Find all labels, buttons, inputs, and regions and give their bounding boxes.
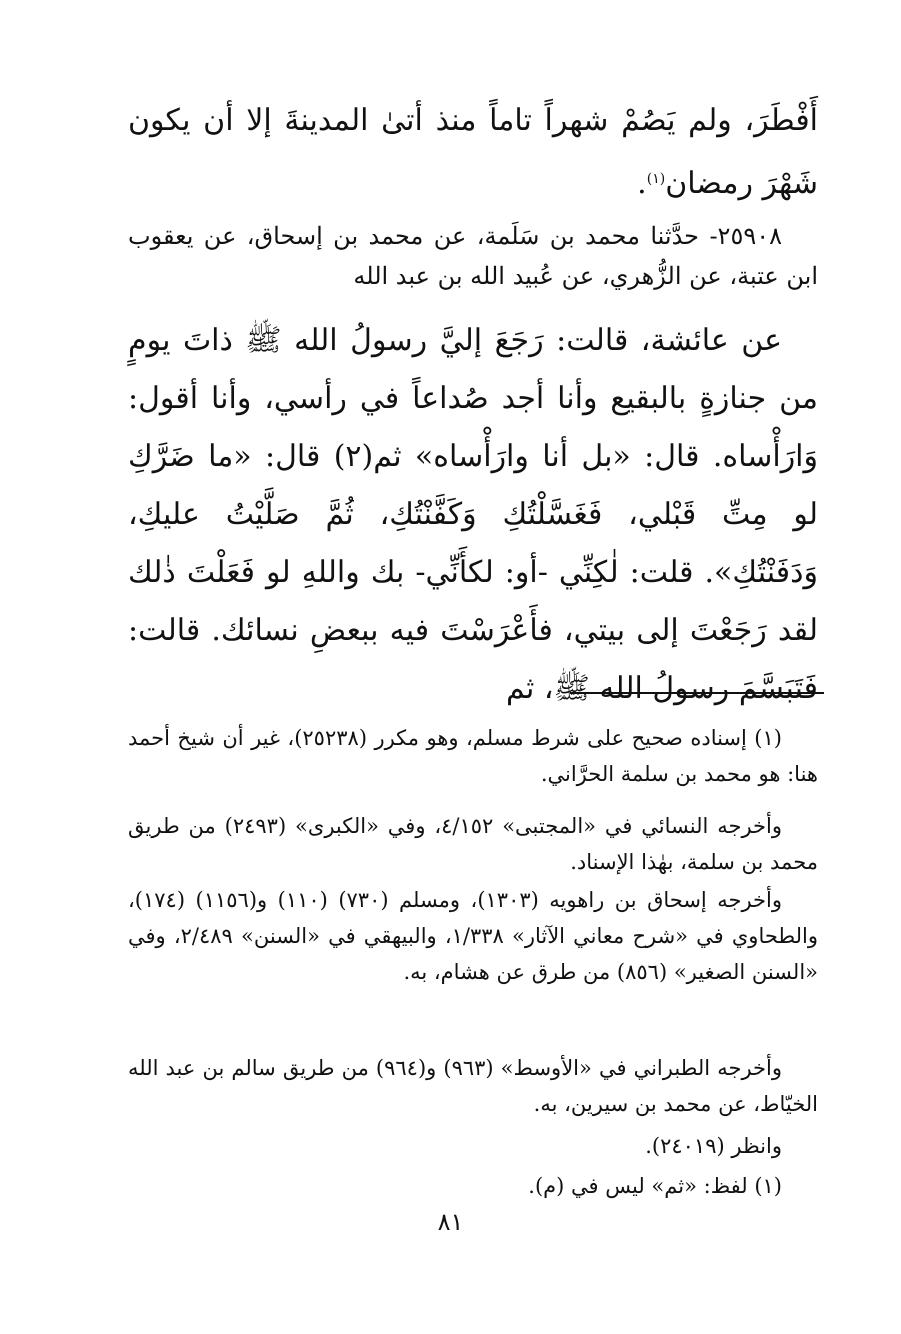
continuation-paragraph [128, 92, 818, 213]
hadith-number: ٢٥٩٠٨- [709, 222, 782, 250]
hadith-matn: عن عائشة، قالت: رَجَعَ إليَّ رسولُ الله ﷺ ذاتَ يومٍ من جنازةٍ بالبقيع وأنا أجد صُداعاً في رأسي، وأنا أقول: وَارَأْساه. قال: «بل أنا وارَأْساه» ثم(٢) قال: «ما ضَرَّكِ لو مِتِّ قَبْلي، فَغَسَّلْتُكِ وَكَفَّنْتُكِ، ثُمَّ صَلَّيْتُ عليكِ، وَدَفَنْتُكِ». قلت: لٰكِنِّي -أو: لكأَنِّي- بك واللهِ لو فَعَلْتَ ذٰلك لقد رَجَعْتَ إلى بيتي، فأَعْرَسْتَ فيه ببعضِ نسائك. قالت: فَتَبَسَّمَ رسولُ الله ﷺ، ثم [128, 323, 819, 706]
continuation-text: أَفْطَرَ، ولم يَصُمْ شهراً تاماً منذ أتىٰ المدينةَ إلا أن يكون شَهْرَ رمضان [128, 103, 818, 201]
footnote: (١) إسناده صحيح على شرط مسلم، وهو مكرر (٢٥٢٣٨)، غير أن شيخ أحمد هنا: هو محمد بن سلمة الحرَّاني. [128, 726, 818, 786]
footnote: وأخرجه النسائي في «المجتبى» ٤/١٥٢، وفي «الكبرى» (٢٤٩٣) من طريق محمد بن سلمة، بهٰذا الإسناد. [128, 814, 818, 874]
footnote-separator [570, 692, 824, 694]
hadith-isnad [128, 216, 818, 296]
footnote-ref: (١) [646, 171, 666, 187]
isnad-text: حدَّثنا محمد بن سَلَمة، عن محمد بن إسحاق، عن يعقوب ابن عتبة، عن الزُّهري، عن عُبيد الله بن عبد الله [128, 222, 818, 290]
footnote: وأخرجه الطبراني في «الأوسط» (٩٦٣) و(٩٦٤) من طريق سالم بن عبد الله الخيّاط، عن محمد بن سيرين، به. [128, 1056, 818, 1116]
footnote: (١) لفظ: «ثم» ليس في (م). [528, 1174, 782, 1198]
footnote: وأخرجه إسحاق بن راهويه (١٣٠٣)، ومسلم (٧٣٠) (١١٠) و(١١٥٦) (١٧٤)، والطحاوي في «شرح معاني الآثار» ١/٣٣٨، والبيهقي في «السنن» ٢/٤٨٩، وفي «السنن الصغير» (٨٥٦) من طرق عن هشام، به. [128, 888, 819, 984]
continuation-end: . [637, 166, 647, 201]
footnote: وانظر (٢٤٠١٩). [645, 1134, 782, 1158]
page-number: ٨١ [437, 1208, 464, 1236]
